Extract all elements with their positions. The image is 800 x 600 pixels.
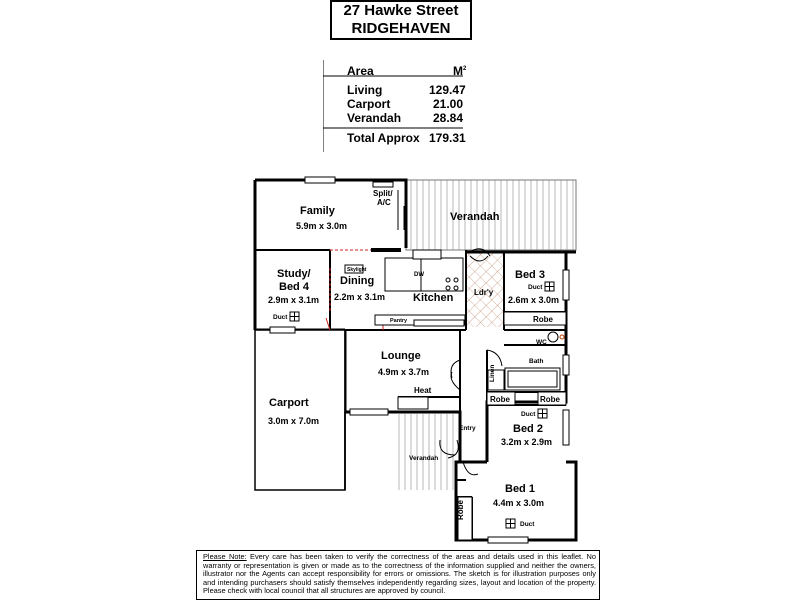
heat-label: Heat — [414, 386, 432, 395]
bed2-label: Bed 2 — [513, 423, 543, 435]
split-ac-label-1: Split/ — [373, 189, 393, 198]
note-heading: Please Note: — [203, 552, 247, 561]
area-header: Area — [347, 64, 374, 78]
bath-fixtures — [488, 332, 564, 390]
suburb-title: RIDGEHAVEN — [351, 20, 451, 37]
carport-label: Carport — [269, 397, 309, 409]
unit-label: M — [453, 64, 463, 78]
area-row-value: 28.84 — [433, 111, 464, 125]
bath-label: Bath — [529, 358, 544, 365]
bed2-robe-right-label: Robe — [540, 395, 560, 404]
heater-box — [398, 397, 428, 409]
bed2-duct-label: Duct — [521, 411, 536, 418]
linen-label: Linen — [489, 364, 496, 382]
area-row-value: 129.47 — [429, 83, 466, 97]
bed2-robe-left-label: Robe — [490, 395, 510, 404]
unit-superscript: 2 — [463, 66, 467, 72]
verandah-rear-label: Verandah — [450, 211, 500, 223]
kitchen-fixtures — [375, 250, 465, 326]
bed2-dims: 3.2m x 2.9m — [501, 437, 553, 447]
study-duct-label: Duct — [273, 314, 288, 321]
note-text: Every care has been taken to verify the correctness of the areas and details used in this leaflet. No warranty or representation is given or made as to the correctness of the information supplied and neither the owners, illustrator nor the Agents can accept responsibility for errors or omissions. The sketch is for illustration purposes only and intending purchasers should satisfy themselves independently regarding sizes, layout and location of the property. Please check with local council that all structures are approved by council. — [203, 552, 596, 596]
bed3-robe-label: Robe — [533, 315, 553, 324]
area-row-label: Living — [347, 83, 383, 97]
area-row-label: Verandah — [347, 111, 402, 125]
wc-label: WC — [536, 339, 547, 346]
bed3-label: Bed 3 — [515, 269, 545, 281]
bed1-label: Bed 1 — [505, 483, 535, 495]
study-dims: 2.9m x 3.1m — [268, 295, 320, 305]
dining-label: Dining — [340, 275, 375, 287]
family-label: Family — [300, 205, 335, 217]
dining-dims: 2.2m x 3.1m — [334, 292, 386, 302]
laundry-label: Ldr'y — [474, 288, 494, 297]
disclaimer-note — [196, 550, 600, 600]
area-total-value: 179.31 — [429, 131, 466, 145]
area-total-label: Total Approx — [347, 131, 420, 145]
pantry-label: Pantry — [390, 318, 408, 324]
carport-dims: 3.0m x 7.0m — [268, 416, 320, 426]
bed1-duct-label: Duct — [520, 521, 535, 528]
area-row-label: Carport — [347, 97, 391, 111]
skylight-label: Skylight — [347, 267, 367, 273]
carport-outline — [255, 330, 345, 490]
split-ac-label-2: A/C — [377, 198, 391, 207]
street-title: 27 Hawke Street — [343, 2, 459, 19]
bed1-dims: 4.4m x 3.0m — [493, 498, 545, 508]
kitchen-label: Kitchen — [413, 292, 454, 304]
area-row-value: 21.00 — [433, 97, 464, 111]
study-label-2: Bed 4 — [279, 281, 309, 293]
entry-label: Entry — [459, 425, 476, 432]
lounge-label: Lounge — [381, 350, 421, 362]
study-label-1: Study/ — [277, 268, 311, 280]
family-step — [371, 248, 401, 252]
family-dims: 5.9m x 3.0m — [296, 221, 348, 231]
verandah-front-deck — [397, 414, 457, 490]
bed3-duct-label: Duct — [528, 284, 543, 291]
lounge-dims: 4.9m x 3.7m — [378, 367, 430, 377]
dishwasher-label: DW — [414, 272, 424, 278]
bed3-dims: 2.6m x 3.0m — [508, 295, 560, 305]
verandah-front-label: Verandah — [409, 455, 439, 462]
bed1-robe-label: Robe — [456, 500, 465, 520]
